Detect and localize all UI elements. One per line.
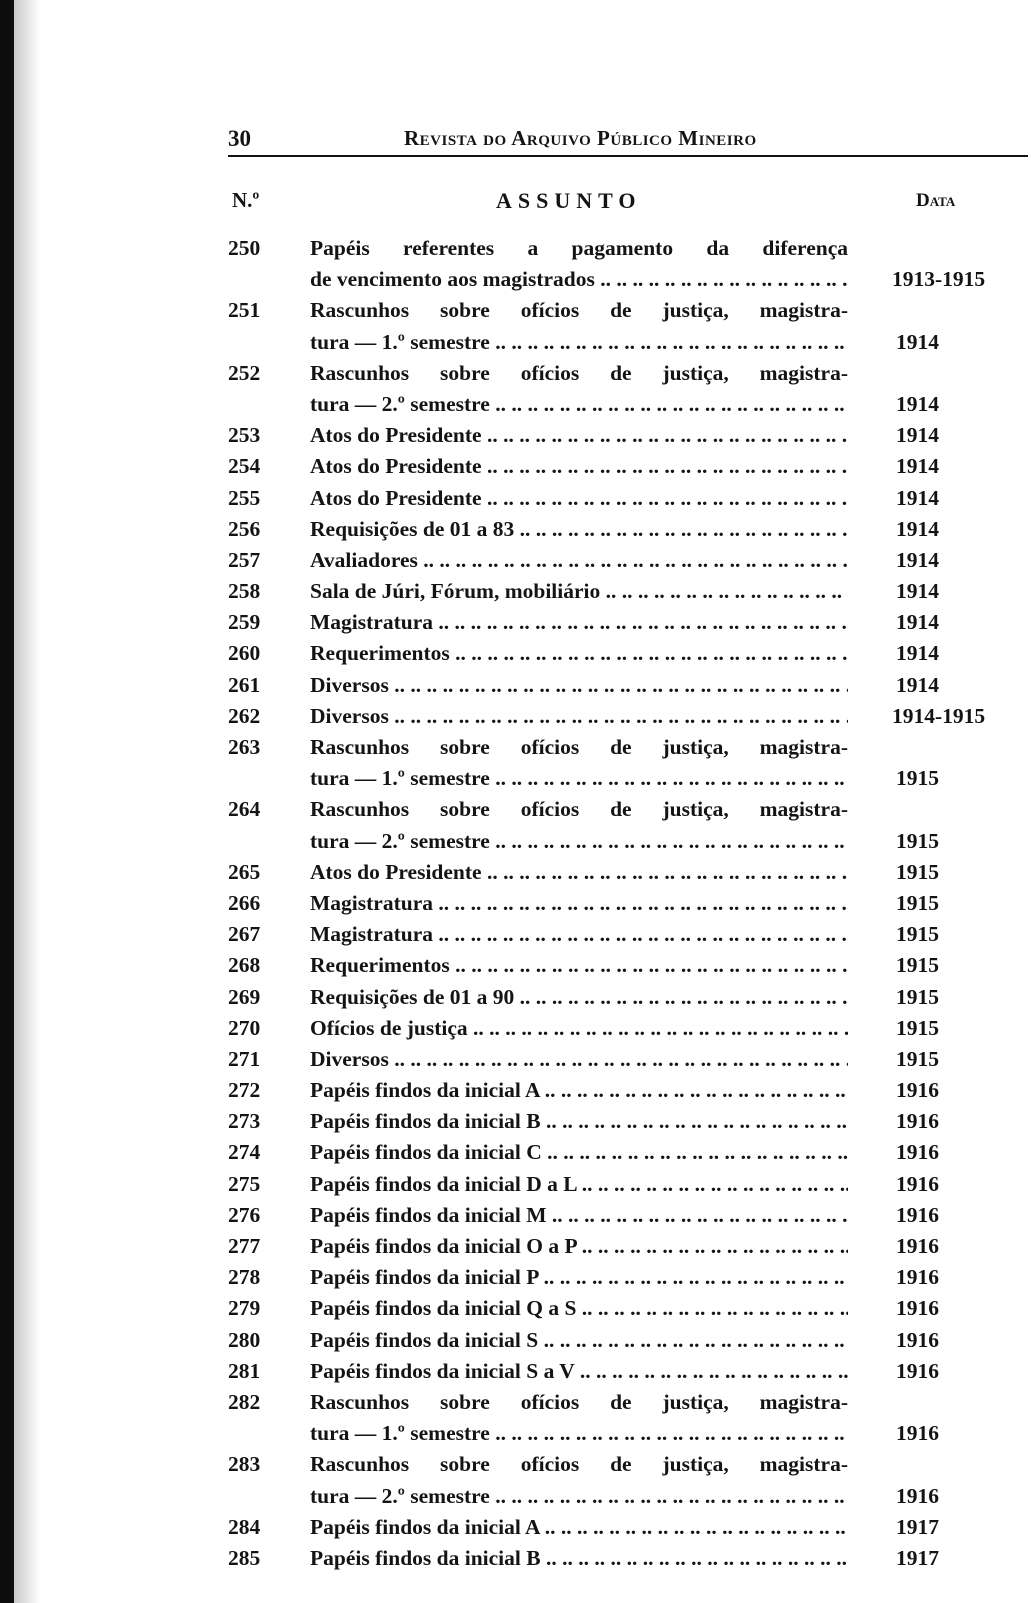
entry-subject: Papéis findos da inicial P .. .. (310, 1262, 848, 1293)
entry-date: 1916 (896, 1296, 939, 1321)
entry-date: 1915 (896, 922, 939, 947)
entry-subject: Diversos .. .. (310, 1044, 848, 1075)
entry-subject: Papéis findos da inicial C .. .. (310, 1137, 848, 1168)
entry-line (0, 888, 1031, 919)
entry-date: 1916 (896, 1078, 939, 1103)
entry-subject: Atos do Presidente .. .. (310, 483, 848, 514)
entry-number: 268 (228, 953, 261, 978)
entry-line (0, 982, 1031, 1013)
entry-date: 1917 (896, 1545, 939, 1570)
entry-number: 274 (228, 1140, 261, 1165)
entry-number: 275 (228, 1171, 261, 1196)
entry-date: 1916 (896, 1140, 939, 1165)
entry-line (0, 857, 1031, 888)
entry-number: 251 (228, 298, 261, 323)
entry-date: 1914 (896, 391, 939, 416)
entry-number: 281 (228, 1358, 261, 1383)
entry-number: 265 (228, 859, 261, 884)
entry-line (0, 1481, 1031, 1512)
entry-date: 1914 (896, 485, 939, 510)
entry-date: 1914 (896, 641, 939, 666)
entry-subject: Papéis referentes a pagamento da diferença (310, 236, 848, 260)
entry-line (0, 389, 1031, 420)
entry-line (0, 1013, 1031, 1044)
entry-subject: tura — 2.º semestre .. .. (310, 389, 848, 420)
entry-date: 1913-1915 (892, 267, 986, 292)
entry-number: 258 (228, 579, 261, 604)
entry-subject: tura — 2.º semestre .. .. (310, 1481, 848, 1512)
entry-line (0, 264, 1031, 295)
entry-number: 276 (228, 1202, 261, 1227)
entry-subject: Requerimentos .. .. (310, 638, 848, 669)
entry-line (0, 483, 1031, 514)
entry-date: 1914 (896, 547, 939, 572)
entry-line (0, 670, 1031, 701)
entry-date: 1915 (896, 1015, 939, 1040)
entry-line (0, 1075, 1031, 1106)
entry-subject: Papéis findos da inicial S a V .. .. (310, 1356, 848, 1387)
entry-line (0, 1543, 1031, 1574)
column-header-subject: ASSUNTO (496, 188, 642, 213)
entry-number: 256 (228, 516, 261, 541)
entry-number: 278 (228, 1265, 261, 1290)
entry-line (0, 732, 1031, 763)
entry-line (0, 1200, 1031, 1231)
entry-date: 1914 (896, 329, 939, 354)
catalog-entries (0, 233, 1031, 1574)
journal-title: Revista do Arquivo Público Mineiro (404, 126, 757, 150)
entry-date: 1915 (896, 890, 939, 915)
entry-date: 1914 (896, 672, 939, 697)
entry-line (0, 1325, 1031, 1356)
entry-number: 284 (228, 1514, 261, 1539)
entry-line (0, 514, 1031, 545)
entry-subject: Papéis findos da inicial A .. .. (310, 1075, 848, 1106)
entry-subject: Rascunhos sobre ofícios de justiça, magistra- (310, 797, 848, 822)
entry-subject: Papéis findos da inicial M .. .. (310, 1200, 848, 1231)
entry-number: 277 (228, 1234, 261, 1258)
entry-number: 272 (228, 1078, 261, 1103)
entry-line (0, 295, 1031, 326)
entry-subject: Papéis findos da inicial D a L .. .. (310, 1169, 848, 1200)
entry-subject: Diversos .. .. (310, 701, 848, 732)
entry-line (0, 919, 1031, 950)
entry-number: 273 (228, 1109, 261, 1134)
header-rule (228, 155, 1028, 157)
entry-subject: Rascunhos sobre ofícios de justiça, magistra- (310, 298, 848, 323)
entry-line (0, 1169, 1031, 1200)
entry-subject: Magistratura .. .. (310, 888, 848, 919)
entry-line (0, 1231, 1031, 1262)
entry-number: 252 (228, 360, 261, 385)
entry-line (0, 1512, 1031, 1543)
entry-date: 1916 (896, 1358, 939, 1383)
entry-line (0, 451, 1031, 482)
entry-subject: Atos do Presidente .. .. (310, 420, 848, 451)
entry-subject: tura — 1.º semestre .. .. (310, 1418, 848, 1449)
entry-line (0, 576, 1031, 607)
entry-number: 271 (228, 1046, 261, 1071)
entry-date: 1917 (896, 1514, 939, 1539)
entry-line (0, 701, 1031, 732)
entry-line (0, 826, 1031, 857)
entry-line (0, 1262, 1031, 1293)
entry-line (0, 358, 1031, 389)
entry-subject: de vencimento aos magistrados .. .. (310, 264, 848, 295)
entry-number: 250 (228, 236, 261, 260)
entry-date: 1914 (896, 454, 939, 479)
entry-date: 1915 (896, 984, 939, 1009)
entry-line (0, 545, 1031, 576)
entry-subject: Rascunhos sobre ofícios de justiça, magistra- (310, 735, 848, 759)
entry-subject: Rascunhos sobre ofícios de justiça, magistra- (310, 360, 848, 385)
entry-date: 1914 (896, 516, 939, 541)
entry-line (0, 1293, 1031, 1324)
entry-number: 253 (228, 423, 261, 448)
entry-date: 1915 (896, 1046, 939, 1071)
entry-subject: Requisições de 01 a 83 .. .. (310, 514, 848, 545)
entry-line (0, 1356, 1031, 1387)
page-number: 30 (228, 126, 251, 151)
entry-line (0, 638, 1031, 669)
entry-number: 263 (228, 735, 261, 759)
entry-subject: Diversos .. .. (310, 670, 848, 701)
entry-number: 266 (228, 890, 261, 915)
entry-number: 254 (228, 454, 261, 479)
entry-date: 1914 (896, 610, 939, 635)
entry-number: 270 (228, 1015, 261, 1040)
entry-number: 283 (228, 1452, 261, 1477)
entry-date: 1915 (896, 828, 939, 853)
entry-subject: tura — 1.º semestre .. .. (310, 327, 848, 358)
entry-date: 1914 (896, 579, 939, 604)
entry-subject: Atos do Presidente .. .. (310, 857, 848, 888)
entry-line (0, 327, 1031, 358)
entry-number: 285 (228, 1545, 261, 1570)
entry-date: 1915 (896, 859, 939, 884)
entry-line (0, 1449, 1031, 1480)
entry-subject: Atos do Presidente .. .. (310, 451, 848, 482)
entry-date: 1916 (896, 1109, 939, 1134)
running-header (228, 126, 1028, 156)
entry-date: 1916 (896, 1265, 939, 1290)
entry-subject: Magistratura .. .. (310, 919, 848, 950)
entry-subject: Requisições de 01 a 90 .. .. (310, 982, 848, 1013)
entry-subject: Papéis findos da inicial S .. .. (310, 1325, 848, 1356)
entry-subject: tura — 2.º semestre .. .. (310, 826, 848, 857)
entry-date: 1914-1915 (892, 703, 986, 728)
entry-number: 267 (228, 922, 261, 947)
entry-subject: Rascunhos sobre ofícios de justiça, magistra- (310, 1452, 848, 1477)
entry-subject: tura — 1.º semestre .. .. (310, 763, 848, 794)
entry-subject: Papéis findos da inicial B .. .. (310, 1106, 848, 1137)
entry-line (0, 763, 1031, 794)
column-header-date: Data (916, 190, 956, 211)
entry-date: 1916 (896, 1171, 939, 1196)
entry-line (0, 950, 1031, 981)
entry-number: 257 (228, 547, 261, 572)
entry-date: 1916 (896, 1327, 939, 1352)
entry-subject: Ofícios de justiça .. .. (310, 1013, 848, 1044)
entry-line (0, 607, 1031, 638)
entry-number: 280 (228, 1327, 261, 1352)
entry-line (0, 1137, 1031, 1168)
entry-line (0, 1106, 1031, 1137)
entry-date: 1915 (896, 766, 939, 791)
entry-subject: Rascunhos sobre ofícios de justiça, magistra- (310, 1389, 848, 1414)
entry-subject: Papéis findos da inicial A .. .. (310, 1512, 848, 1543)
entry-date: 1916 (896, 1234, 939, 1258)
entry-line (0, 233, 1031, 264)
entry-subject: Papéis findos da inicial O a P .. .. (310, 1231, 848, 1262)
entry-subject: Sala de Júri, Fórum, mobiliário .. .. (310, 576, 848, 607)
entry-subject: Magistratura .. .. (310, 607, 848, 638)
entry-subject: Papéis findos da inicial B .. .. (310, 1543, 848, 1574)
entry-number: 259 (228, 610, 261, 635)
entry-number: 269 (228, 984, 261, 1009)
entry-number: 279 (228, 1296, 261, 1321)
entry-date: 1916 (896, 1483, 939, 1508)
column-header-number: N.º (232, 188, 260, 212)
entry-line (0, 1387, 1031, 1418)
entry-number: 262 (228, 703, 261, 728)
entry-line (0, 1418, 1031, 1449)
entry-date: 1915 (896, 953, 939, 978)
entry-number: 261 (228, 672, 261, 697)
entry-subject: Avaliadores .. .. (310, 545, 848, 576)
entry-number: 255 (228, 485, 261, 510)
entry-line (0, 794, 1031, 825)
entry-number: 282 (228, 1389, 261, 1414)
entry-number: 264 (228, 797, 261, 822)
entry-line (0, 1044, 1031, 1075)
entry-line (0, 420, 1031, 451)
entry-date: 1914 (896, 423, 939, 448)
entry-subject: Papéis findos da inicial Q a S .. .. (310, 1293, 848, 1324)
entry-number: 260 (228, 641, 261, 666)
entry-subject: Requerimentos .. .. (310, 950, 848, 981)
entry-date: 1916 (896, 1421, 939, 1446)
entry-date: 1916 (896, 1202, 939, 1227)
